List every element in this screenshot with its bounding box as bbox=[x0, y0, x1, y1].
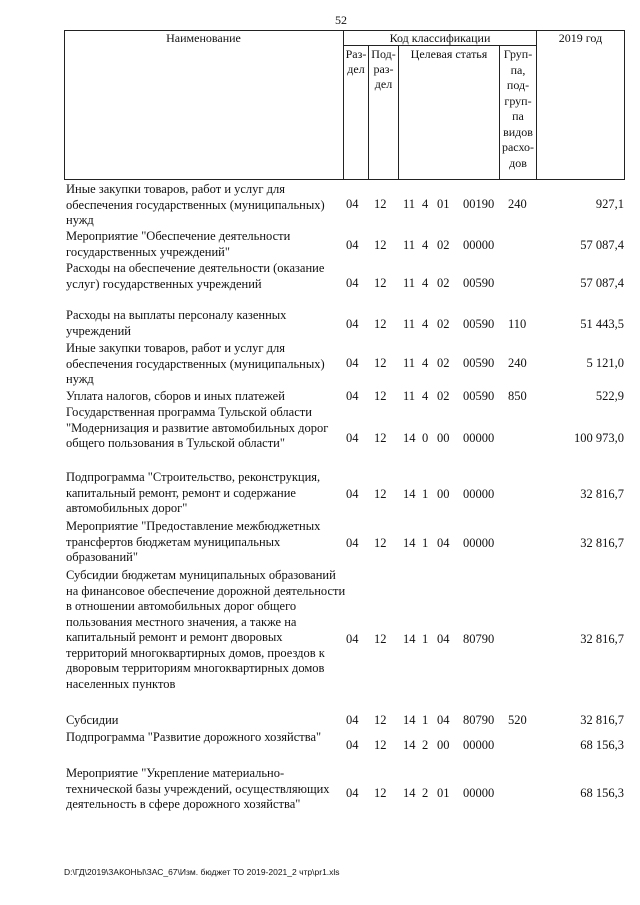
row-amount: 5 121,0 bbox=[586, 356, 624, 370]
row-subsection: 12 bbox=[374, 197, 387, 211]
row-target-direction: 00190 bbox=[463, 197, 495, 211]
row-target-event: 02 bbox=[437, 389, 450, 403]
row-target-subprogram: 4 bbox=[422, 276, 429, 290]
row-name: Подпрограмма "Развитие дорожного хозяйства" bbox=[66, 730, 322, 744]
row-name: Иные закупки товаров, работ и услуг для обеспечения государственных (муниципальных) нужд bbox=[66, 182, 325, 227]
row-target-program: 11 bbox=[403, 276, 416, 290]
row-target-event: 02 bbox=[437, 276, 450, 290]
row-target-event: 01 bbox=[437, 786, 450, 800]
row-subsection: 12 bbox=[374, 632, 387, 646]
row-target-direction: 00590 bbox=[463, 356, 495, 370]
row-section: 04 bbox=[346, 632, 359, 646]
row-target-subprogram: 4 bbox=[422, 238, 429, 252]
row-target-event: 01 bbox=[437, 197, 450, 211]
row-target-subprogram: 4 bbox=[422, 389, 429, 403]
row-target-program: 11 bbox=[403, 389, 416, 403]
header-target-cell bbox=[398, 45, 500, 180]
row-target-program: 14 bbox=[403, 786, 416, 800]
row-name: Расходы на выплаты персоналу казенных учреждений bbox=[66, 308, 287, 338]
row-target-subprogram: 4 bbox=[422, 356, 429, 370]
row-amount: 57 087,4 bbox=[580, 238, 624, 252]
row-subsection: 12 bbox=[374, 487, 387, 501]
row-target-event: 02 bbox=[437, 238, 450, 252]
row-subsection: 12 bbox=[374, 389, 387, 403]
row-target-program: 11 bbox=[403, 197, 416, 211]
row-name: Мероприятие "Укрепление материально-технической базы учреждений, осуществляющих деятельность в сфере дорожного хозяйства" bbox=[66, 766, 330, 811]
row-target-subprogram: 0 bbox=[422, 431, 429, 445]
row-subsection: 12 bbox=[374, 276, 387, 290]
row-section: 04 bbox=[346, 786, 359, 800]
row-target-subprogram: 1 bbox=[422, 632, 429, 646]
row-target-subprogram: 1 bbox=[422, 487, 429, 501]
row-target-direction: 00000 bbox=[463, 536, 495, 550]
row-name: Субсидии бюджетам муниципальных образований на финансовое обеспечение дорожной деятельности в отношении автомобильных дорог общего пользования местного значения, а также на капитальный ремонт и ремонт дворовых территорий многоквартирных домов, проездов к дворовым территориям многоквартирных домов населенных пунктов bbox=[66, 568, 346, 691]
row-target-direction: 00000 bbox=[463, 431, 495, 445]
row-subsection: 12 bbox=[374, 238, 387, 252]
row-name: Расходы на обеспечение деятельности (оказание услуг) государственных учреждений bbox=[66, 261, 325, 291]
row-target-subprogram: 2 bbox=[422, 786, 429, 800]
header-group-label: Груп- па, под- груп- па видов расхо- дов bbox=[501, 47, 535, 170]
row-amount: 927,1 bbox=[595, 197, 624, 211]
row-target-program: 14 bbox=[403, 738, 416, 752]
row-section: 04 bbox=[346, 389, 359, 403]
row-target-direction: 00000 bbox=[463, 238, 495, 252]
row-amount: 522,9 bbox=[595, 389, 624, 403]
row-target-event: 04 bbox=[437, 632, 450, 646]
row-target-direction: 00590 bbox=[463, 317, 495, 331]
page-number: 52 bbox=[335, 13, 347, 27]
row-amount: 100 973,0 bbox=[574, 431, 624, 445]
row-target-event: 00 bbox=[437, 431, 450, 445]
row-target-direction: 00590 bbox=[463, 276, 495, 290]
row-target-subprogram: 2 bbox=[422, 738, 429, 752]
row-amount: 32 816,7 bbox=[580, 487, 624, 501]
row-target-event: 04 bbox=[437, 713, 450, 727]
header-target-label: Целевая статья bbox=[410, 47, 488, 61]
row-section: 04 bbox=[346, 197, 359, 211]
row-target-program: 14 bbox=[403, 431, 416, 445]
row-expense-group: 240 bbox=[508, 356, 527, 370]
row-target-direction: 00590 bbox=[463, 389, 495, 403]
row-target-program: 14 bbox=[403, 536, 416, 550]
row-name: Мероприятие "Предоставление межбюджетных трансфертов бюджетам муниципальных образований" bbox=[66, 519, 321, 564]
row-amount: 32 816,7 bbox=[580, 713, 624, 727]
row-target-subprogram: 1 bbox=[422, 713, 429, 727]
row-expense-group: 240 bbox=[508, 197, 527, 211]
header-year-cell bbox=[536, 30, 625, 180]
row-target-program: 11 bbox=[403, 238, 416, 252]
row-target-subprogram: 1 bbox=[422, 536, 429, 550]
row-section: 04 bbox=[346, 276, 359, 290]
row-target-event: 02 bbox=[437, 317, 450, 331]
header-subsection-label: Под- раз- дел bbox=[371, 47, 396, 91]
row-target-program: 11 bbox=[403, 356, 416, 370]
row-target-program: 14 bbox=[403, 713, 416, 727]
row-expense-group: 110 bbox=[508, 317, 527, 331]
row-section: 04 bbox=[346, 356, 359, 370]
row-target-direction: 00000 bbox=[463, 738, 495, 752]
row-name: Государственная программа Тульской области "Модернизация и развитие автомобильных дорог общего пользования в Тульской области" bbox=[66, 405, 329, 450]
header-name-label: Наименование bbox=[166, 31, 241, 45]
row-section: 04 bbox=[346, 487, 359, 501]
row-name: Уплата налогов, сборов и иных платежей bbox=[66, 389, 285, 403]
row-name: Подпрограмма "Строительство, реконструкция, капитальный ремонт, ремонт и содержание автомобильных дорог" bbox=[66, 470, 321, 515]
row-target-subprogram: 4 bbox=[422, 317, 429, 331]
row-target-direction: 00000 bbox=[463, 487, 495, 501]
row-target-subprogram: 4 bbox=[422, 197, 429, 211]
row-amount: 32 816,7 bbox=[580, 536, 624, 550]
row-expense-group: 850 bbox=[508, 389, 527, 403]
row-amount: 68 156,3 bbox=[580, 786, 624, 800]
row-subsection: 12 bbox=[374, 738, 387, 752]
row-subsection: 12 bbox=[374, 431, 387, 445]
row-section: 04 bbox=[346, 317, 359, 331]
row-subsection: 12 bbox=[374, 536, 387, 550]
row-subsection: 12 bbox=[374, 713, 387, 727]
header-code-label: Код классификации bbox=[389, 31, 491, 45]
row-target-program: 14 bbox=[403, 487, 416, 501]
row-section: 04 bbox=[346, 238, 359, 252]
row-target-event: 00 bbox=[437, 738, 450, 752]
row-target-program: 14 bbox=[403, 632, 416, 646]
row-target-event: 04 bbox=[437, 536, 450, 550]
row-target-event: 02 bbox=[437, 356, 450, 370]
row-subsection: 12 bbox=[374, 356, 387, 370]
row-section: 04 bbox=[346, 738, 359, 752]
file-path-footer: D:\ГД\2019\ЗАКОНЫ\ЗАС_67\Изм. бюджет ТО 2019-2021_2 чтр\pr1.xls bbox=[64, 867, 340, 877]
row-section: 04 bbox=[346, 536, 359, 550]
row-subsection: 12 bbox=[374, 317, 387, 331]
row-expense-group: 520 bbox=[508, 713, 527, 727]
row-amount: 32 816,7 bbox=[580, 632, 624, 646]
row-section: 04 bbox=[346, 431, 359, 445]
row-target-direction: 00000 bbox=[463, 786, 495, 800]
row-amount: 51 443,5 bbox=[580, 317, 624, 331]
row-name: Мероприятие "Обеспечение деятельности государственных учреждений" bbox=[66, 229, 291, 259]
row-name: Иные закупки товаров, работ и услуг для обеспечения государственных (муниципальных) нужд bbox=[66, 341, 325, 386]
row-subsection: 12 bbox=[374, 786, 387, 800]
row-target-program: 11 bbox=[403, 317, 416, 331]
row-target-direction: 80790 bbox=[463, 713, 495, 727]
row-name: Субсидии bbox=[66, 713, 119, 727]
row-amount: 57 087,4 bbox=[580, 276, 624, 290]
header-year-label: 2019 год bbox=[558, 31, 603, 45]
row-target-event: 00 bbox=[437, 487, 450, 501]
row-target-direction: 80790 bbox=[463, 632, 495, 646]
row-section: 04 bbox=[346, 713, 359, 727]
row-amount: 68 156,3 bbox=[580, 738, 624, 752]
header-section-label: Раз- дел bbox=[345, 47, 367, 76]
